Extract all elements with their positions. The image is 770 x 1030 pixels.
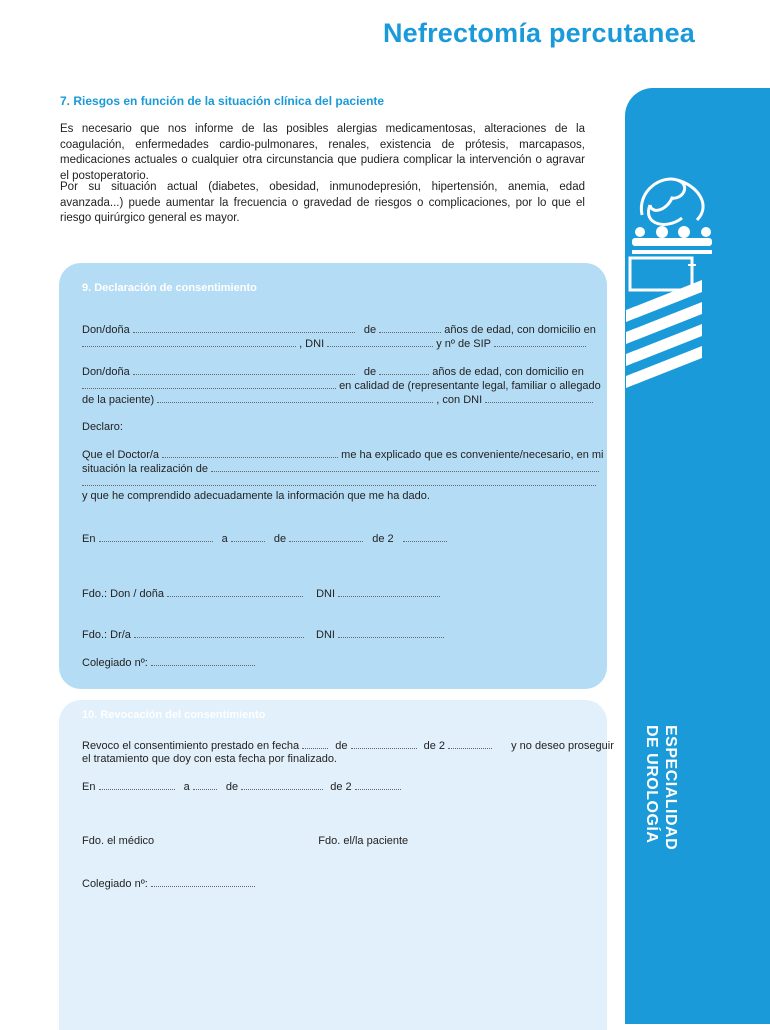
place-field[interactable] [99, 531, 213, 542]
label: años de edad, con domicilio en [432, 366, 584, 378]
section10-heading: 10. Revocación del consentimiento [82, 709, 266, 721]
label: Que el Doctor/a [82, 449, 160, 461]
form-line [82, 392, 597, 407]
address-field[interactable] [82, 378, 336, 389]
label: , con DNI [436, 394, 483, 406]
label: Fdo.: Don / doña [82, 588, 164, 600]
relationship-field[interactable] [157, 392, 433, 403]
label: Revoco el consentimiento prestado en fecha [82, 740, 300, 752]
form-line [82, 586, 597, 601]
form-line [82, 475, 597, 490]
address-field[interactable] [82, 336, 296, 347]
label: en calidad de (representante legal, familiar o allegado [339, 380, 601, 392]
dni-field[interactable] [338, 627, 444, 638]
label: de [273, 533, 287, 545]
colegiado-field[interactable] [151, 655, 255, 666]
procedure-field-continued[interactable] [82, 475, 596, 486]
form-line [82, 322, 597, 337]
year-field[interactable] [448, 738, 492, 749]
name-field[interactable] [133, 364, 355, 375]
form-line [82, 834, 597, 848]
day-field[interactable] [193, 779, 217, 790]
label: años de edad, con domicilio en [444, 324, 596, 336]
month-field[interactable] [289, 531, 363, 542]
procedure-field[interactable] [211, 461, 599, 472]
label: En [82, 781, 96, 793]
label: Fdo.: Dr/a [82, 629, 131, 641]
label: de 2 [372, 533, 394, 545]
section9-heading: 9. Declaración de consentimiento [82, 282, 257, 294]
declaro-label: Declaro: [82, 421, 123, 433]
dni-field[interactable] [327, 336, 433, 347]
label: Fdo. el médico [82, 835, 155, 847]
label: DNI [316, 588, 336, 600]
comprendido-text: y que he comprendido adecuadamente la información que me ha dado. [82, 490, 430, 502]
doctor-field[interactable] [162, 447, 338, 458]
label: de [335, 740, 348, 752]
age-field[interactable] [379, 322, 441, 333]
tratamiento-text: el tratamiento que doy con esta fecha por finalizado. [82, 753, 337, 765]
label: de 2 [330, 781, 352, 793]
signature-field[interactable] [167, 586, 303, 597]
label: En [82, 533, 96, 545]
form-line [82, 627, 597, 642]
section7-paragraph-1: Es necesario que nos informe de las posibles alergias medicamentosas, alteraciones de la coagulación, enfermedades cardio-pulmonares, renales, existencia de prótesis, marcapasos, medicaciones actuales o cualquier otra circunstancia que pudiera complicar la intervención o agravar el postoperatorio. [60, 123, 585, 182]
label: DNI [316, 629, 335, 641]
label: a [183, 781, 190, 793]
label: y no deseo proseguir [511, 740, 614, 752]
day-field[interactable] [302, 738, 328, 749]
label: Fdo. el/la paciente [318, 835, 409, 847]
year-field[interactable] [355, 779, 401, 790]
age-field[interactable] [379, 364, 429, 375]
doctor-signature-field[interactable] [134, 627, 304, 638]
form-line [82, 655, 597, 670]
label: y nº de SIP [436, 338, 491, 350]
form-line [82, 876, 597, 891]
label: Don/doña [82, 324, 130, 336]
place-field[interactable] [99, 779, 175, 790]
specialty-label: ESPECIALIDAD DE UROLOGÍA [643, 725, 679, 851]
page-title: Nefrectomía percutanea [382, 18, 695, 48]
form-line [82, 738, 614, 753]
form-line [82, 336, 597, 351]
label: Don/doña [82, 366, 130, 378]
section7-heading: 7. Riesgos en función de la situación clínica del paciente [60, 94, 385, 108]
dni-field[interactable] [338, 586, 440, 597]
form-line [82, 531, 597, 546]
form-line [82, 461, 597, 476]
label: a [221, 533, 228, 545]
sip-field[interactable] [494, 336, 586, 347]
label: me ha explicado que es conveniente/necesario, en mi [341, 449, 604, 461]
form-line [82, 779, 597, 794]
label: de [363, 324, 377, 336]
month-field[interactable] [241, 779, 323, 790]
label: Colegiado nº: [82, 657, 148, 669]
section7-paragraph-2: Por su situación actual (diabetes, obesidad, inmunodepresión, hipertensión, anemia, edad avanzada...) puede aumentar la frecuencia o gravedad de riesgos o complicaciones, por lo que el riesgo quirúrgico general es mayor. [60, 181, 585, 224]
year-field[interactable] [403, 531, 447, 542]
label: de [225, 781, 239, 793]
form-line [82, 447, 604, 462]
label: Colegiado nº: [82, 878, 148, 890]
name-field[interactable] [133, 322, 355, 333]
form-line [82, 378, 601, 393]
form-line [82, 364, 597, 379]
label: de 2 [423, 740, 445, 752]
label: de [363, 366, 377, 378]
colegiado-field[interactable] [151, 876, 255, 887]
label: situación la realización de [82, 463, 208, 475]
dni-field[interactable] [485, 392, 593, 403]
coat-of-arms-icon [622, 170, 770, 420]
month-field[interactable] [351, 738, 417, 749]
label: , DNI [299, 338, 325, 350]
day-field[interactable] [231, 531, 265, 542]
label: de la paciente) [82, 394, 155, 406]
